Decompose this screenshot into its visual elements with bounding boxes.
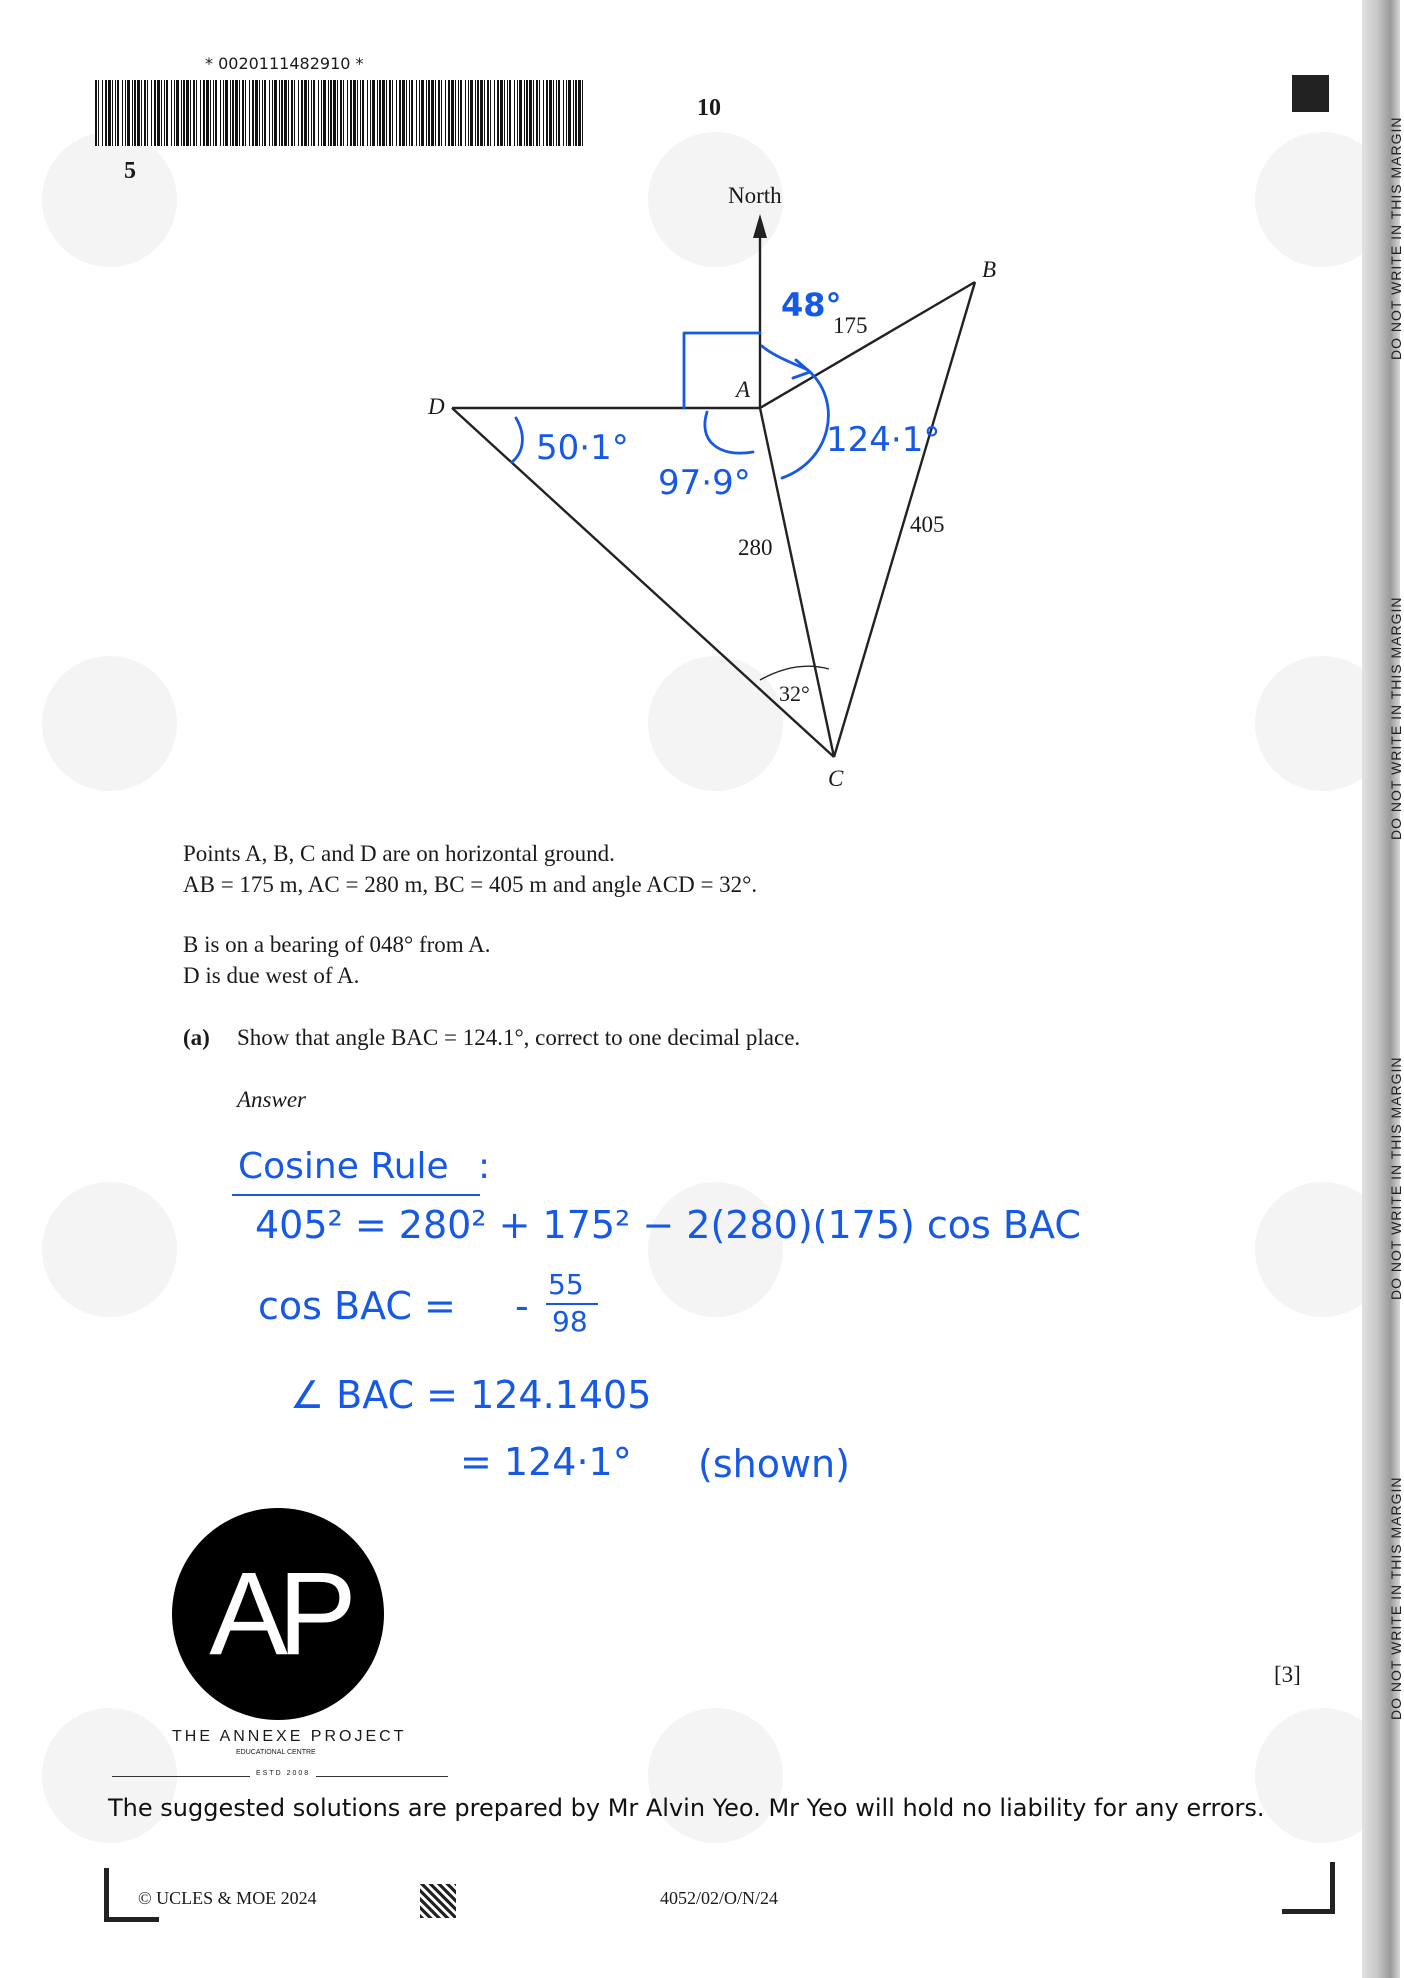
- brand-est: ESTD 2008: [250, 1770, 316, 1777]
- bearing-annotation: 48°: [781, 286, 842, 324]
- page-number: 10: [697, 95, 721, 121]
- point-label-a: A: [736, 377, 751, 402]
- bearing-arc: [762, 346, 808, 370]
- angle-d-arc: [512, 418, 522, 462]
- margin-warning-lower: DO NOT WRITE IN THIS MARGIN: [1388, 1056, 1404, 1300]
- point-label-d: D: [428, 394, 445, 419]
- solution-step-1: 405² = 280² + 175² − 2(280)(175) cos BAC: [255, 1203, 1081, 1247]
- corner-mark-left-v: [104, 1868, 109, 1922]
- length-ac-label: 280: [738, 535, 773, 560]
- angle-bac-annotation: 124·1°: [826, 420, 941, 460]
- brand-subtitle: EDUCATIONAL CENTRE: [236, 1749, 316, 1756]
- angle-acd-label: 32°: [779, 681, 810, 706]
- margin-warning-top: DO NOT WRITE IN THIS MARGIN: [1388, 116, 1404, 360]
- triangle-diagram: [0, 0, 1360, 820]
- annexe-logo: [172, 1508, 384, 1720]
- solution-heading: Cosine Rule: [238, 1146, 449, 1187]
- margin-warning-bottom: DO NOT WRITE IN THIS MARGIN: [1388, 1476, 1404, 1720]
- north-label: North: [728, 183, 782, 208]
- question-number: 5: [124, 158, 136, 184]
- part-text: Show that angle BAC = 124.1°, correct to one decimal place.: [237, 1025, 801, 1050]
- point-label-c: C: [828, 766, 844, 791]
- corner-mark-right-v: [1330, 1862, 1335, 1914]
- logo-letters: AP: [209, 1548, 347, 1680]
- question-line-4: D is due west of A.: [183, 963, 360, 988]
- part-label: (a): [183, 1025, 210, 1050]
- length-bc-label: 405: [910, 512, 945, 537]
- marks-label: [3]: [1274, 1662, 1301, 1687]
- length-ab-label: 175: [833, 313, 868, 338]
- answer-label: Answer: [237, 1087, 306, 1112]
- angle-arc-c: [760, 666, 829, 680]
- solution-heading-colon: :: [478, 1146, 491, 1187]
- fraction-numerator: 55: [548, 1268, 584, 1301]
- solution-step-4: = 124·1°: [460, 1440, 632, 1484]
- bearing-arrow-icon: [793, 360, 810, 378]
- angle-dac-annotation: 97·9°: [658, 463, 751, 503]
- copyright: © UCLES & MOE 2024: [138, 1888, 317, 1908]
- question-line-2: AB = 175 m, AC = 280 m, BC = 405 m and angle ACD = 32°.: [183, 872, 758, 897]
- north-arrow-icon: [753, 214, 767, 238]
- solution-shown-note: (shown): [698, 1442, 850, 1486]
- point-label-b: B: [982, 257, 997, 282]
- corner-mark-right-h: [1282, 1909, 1335, 1914]
- question-line-3: B is on a bearing of 048° from A.: [183, 932, 491, 957]
- angle-d-annotation: 50·1°: [536, 428, 629, 468]
- angle-bac-arc: [782, 372, 828, 478]
- brand-name: THE ANNEXE PROJECT: [172, 1728, 407, 1745]
- line-dc: [452, 408, 834, 757]
- margin-warning-middle: DO NOT WRITE IN THIS MARGIN: [1388, 596, 1404, 840]
- fraction-denominator: 98: [552, 1305, 588, 1338]
- barcode-number: * 0020111482910 *: [205, 54, 364, 73]
- angle-dac-arc: [705, 412, 753, 453]
- paper-code: 4052/02/O/N/24: [660, 1888, 779, 1908]
- solution-heading-underline: [232, 1194, 480, 1196]
- qr-code-icon: [420, 1884, 456, 1918]
- solution-minus-sign: -: [515, 1284, 529, 1328]
- corner-mark-left-h: [104, 1917, 159, 1922]
- solution-step-2: cos BAC =: [258, 1284, 456, 1328]
- question-line-1: Points A, B, C and D are on horizontal ground.: [183, 841, 615, 866]
- solution-step-3: ∠ BAC = 124.1405: [290, 1373, 652, 1417]
- disclaimer: The suggested solutions are prepared by Mr Alvin Yeo. Mr Yeo will hold no liability for any errors.: [108, 1794, 1265, 1822]
